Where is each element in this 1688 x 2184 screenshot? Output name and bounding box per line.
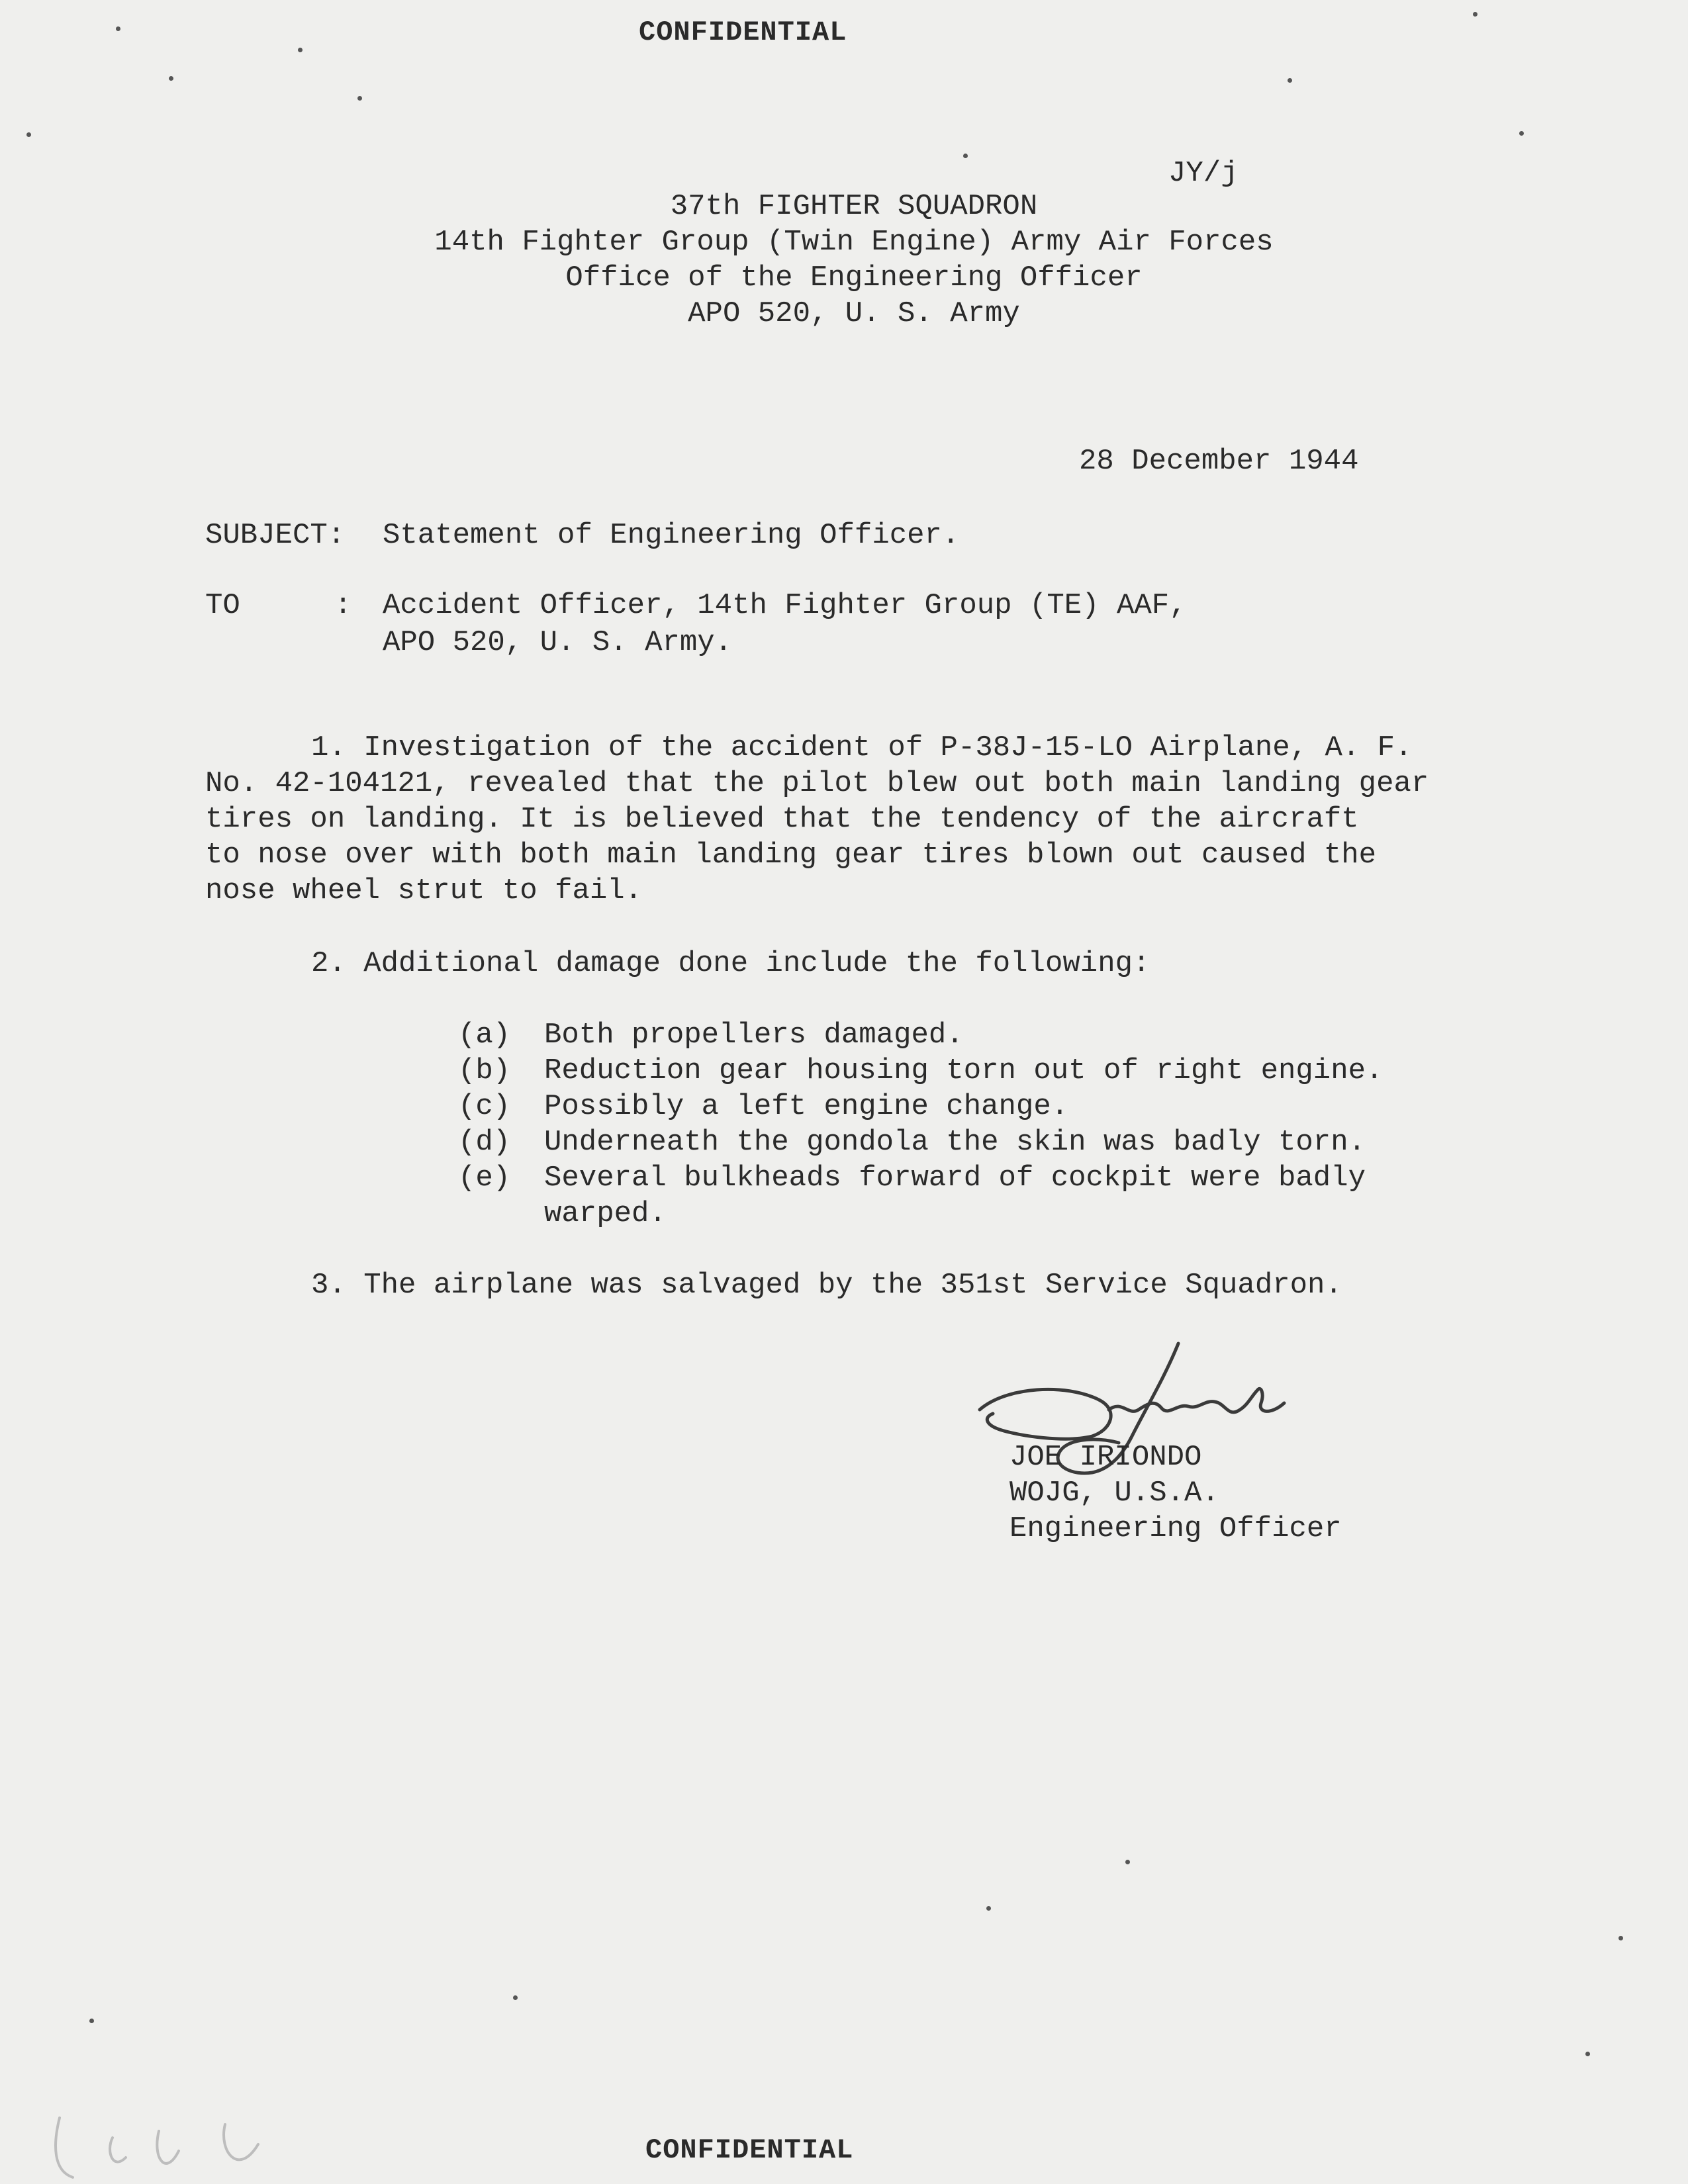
damage-item-e [458,1160,1366,1196]
scan-speck [1585,2052,1590,2056]
scan-speck [986,1906,991,1911]
damage-item-e-mark: (e) [458,1161,511,1195]
scan-speck [513,1995,518,2000]
damage-item-b-mark: (b) [458,1054,511,1087]
to-line-2: APO 520, U. S. Army. [383,626,733,659]
scan-speck [1473,12,1477,17]
scan-speck [357,96,362,101]
damage-item-a [458,1017,964,1053]
paragraph-1-line-3: tires on landing. It is believed that the tendency of the aircraft [205,803,1359,836]
scan-speck [169,76,173,81]
damage-item-c-mark: (c) [458,1090,511,1123]
damage-item-e-continuation: warped. [544,1197,667,1230]
letterhead-squadron: 37th FIGHTER SQUADRON [670,190,1038,223]
paragraph-1-line-5: nose wheel strut to fail. [205,874,643,907]
to-label: TO [205,589,240,622]
damage-item-d-mark: (d) [458,1126,511,1159]
damage-item-e-text: Several bulkheads forward of cockpit were badly [544,1161,1366,1195]
to-separator: : [334,589,352,622]
reference-initials: JY/j [1168,157,1239,190]
damage-item-b [458,1053,1383,1089]
signer-name: JOE IRIONDO [1009,1441,1202,1474]
subject-label: SUBJECT: [205,519,346,552]
paragraph-1-line-2: No. 42-104121, revealed that the pilot blew out both main landing gear [205,767,1429,800]
paragraph-3: 3. The airplane was salvaged by the 351st Service Squadron. [311,1269,1342,1302]
damage-item-c-text: Possibly a left engine change. [544,1090,1069,1123]
to-line-1: Accident Officer, 14th Fighter Group (TE) AAF, [383,589,1187,622]
scan-speck [1618,1936,1623,1940]
damage-item-b-text: Reduction gear housing torn out of right engine. [544,1054,1383,1087]
damage-item-d-text: Underneath the gondola the skin was badly torn. [544,1126,1366,1159]
document-date: 28 December 1944 [1079,445,1359,478]
damage-item-a-text: Both propellers damaged. [544,1019,964,1052]
paragraph-1-line-4: to nose over with both main landing gear tires blown out caused the [205,839,1377,872]
scan-speck [89,2019,94,2023]
subject-text: Statement of Engineering Officer. [383,519,960,552]
signer-title: Engineering Officer [1009,1512,1342,1545]
paragraph-2-intro: 2. Additional damage done include the following: [311,947,1150,980]
scan-speck [963,154,968,158]
letterhead-apo: APO 520, U. S. Army [688,297,1020,330]
classification-top: CONFIDENTIAL [639,17,847,48]
signer-rank: WOJG, U.S.A. [1009,1477,1219,1510]
paragraph-1-line-1: 1. Investigation of the accident of P-38J-15-LO Airplane, A. F. [311,731,1413,764]
signature-block [1009,1439,1342,1547]
damage-item-d [458,1124,1366,1160]
damage-item-c [458,1089,1068,1124]
scan-speck [298,48,303,52]
damage-item-a-mark: (a) [458,1019,511,1052]
margin-pencil-mark [40,2111,291,2184]
scan-speck [1519,131,1524,136]
scan-speck [26,132,31,137]
scan-speck [116,26,120,31]
letterhead-group: 14th Fighter Group (Twin Engine) Army Air Forces [434,226,1274,259]
letterhead-office: Office of the Engineering Officer [565,261,1143,295]
scan-speck [1125,1860,1130,1864]
scan-speck [1288,78,1292,83]
letterhead [397,189,1311,332]
classification-bottom: CONFIDENTIAL [645,2134,854,2166]
